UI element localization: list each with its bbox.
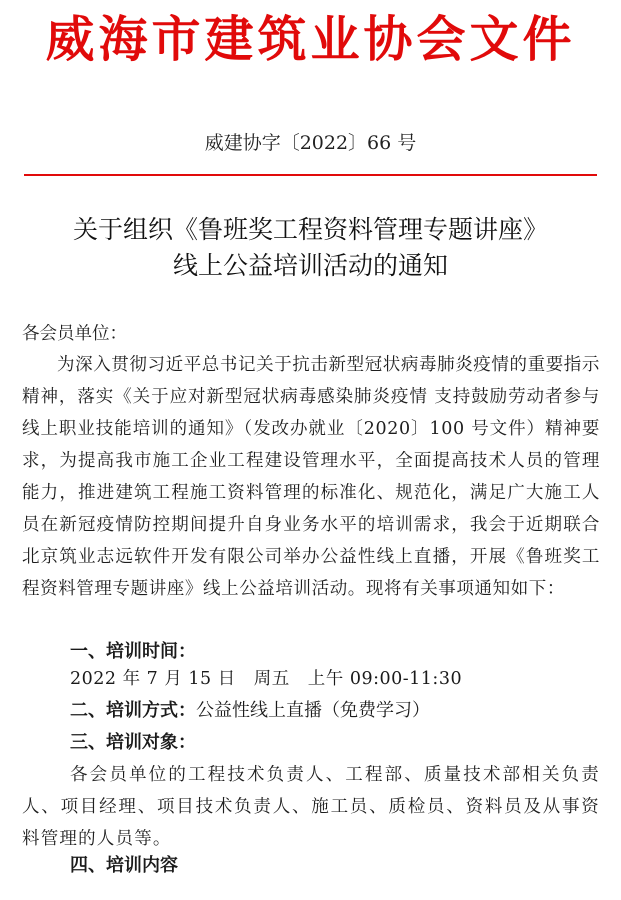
section-method [70, 695, 430, 727]
notice-title [0, 212, 621, 284]
section-target-heading: 三、培训对象： [70, 732, 196, 753]
salutation: 各会员单位： [22, 324, 127, 344]
section-content [70, 850, 178, 882]
section-content-heading: 四、培训内容 [70, 855, 178, 876]
red-divider [24, 174, 597, 176]
title-line-1: 关于组织《鲁班奖工程资料管理专题讲座》 [72, 215, 548, 244]
section-method-value: 公益性线上直播（免费学习） [196, 700, 430, 721]
intro-paragraph: 为深入贯彻习近平总书记关于抗击新型冠状病毒肺炎疫情的重要指示精神，落实《关于应对新型冠状病毒感染肺炎疫情 支持鼓励劳动者参与线上职业技能培训的通知》（发改办就业〔2020〕100 号文件）精神要求，为提高我市施工企业工程建设管理水平，全面提高技术人员的管理能力，推进建筑工程施工资料管理的标准化、规范化，满足广大施工人员在新冠疫情防控期间提升自身业务水平的培训需求，我会于近期联合北京筑业志远软件开发有限公司举办公益性线上直播，开展《鲁班奖工程资料管理专题讲座》线上公益培训活动。现将有关事项通知如下： [22, 355, 600, 599]
document-number: 威建协字〔2022〕66 号 [204, 132, 417, 154]
section-target-value: 各会员单位的工程技术负责人、工程部、质量技术部相关负责人、项目经理、项目技术负责人、施工员、质检员、资料员及从事资料管理的人员等。 [22, 765, 600, 849]
org-title: 威海市建筑业协会文件 [45, 10, 576, 68]
section-time-value: 2022 年 7 月 15 日 周五 上午 09:00-11:30 [70, 669, 463, 689]
section-target [70, 727, 196, 759]
section-method-heading: 二、培训方式： [70, 700, 196, 721]
title-line-2: 线上公益培训活动的通知 [172, 251, 448, 280]
section-time-heading: 一、培训时间： [70, 641, 196, 662]
